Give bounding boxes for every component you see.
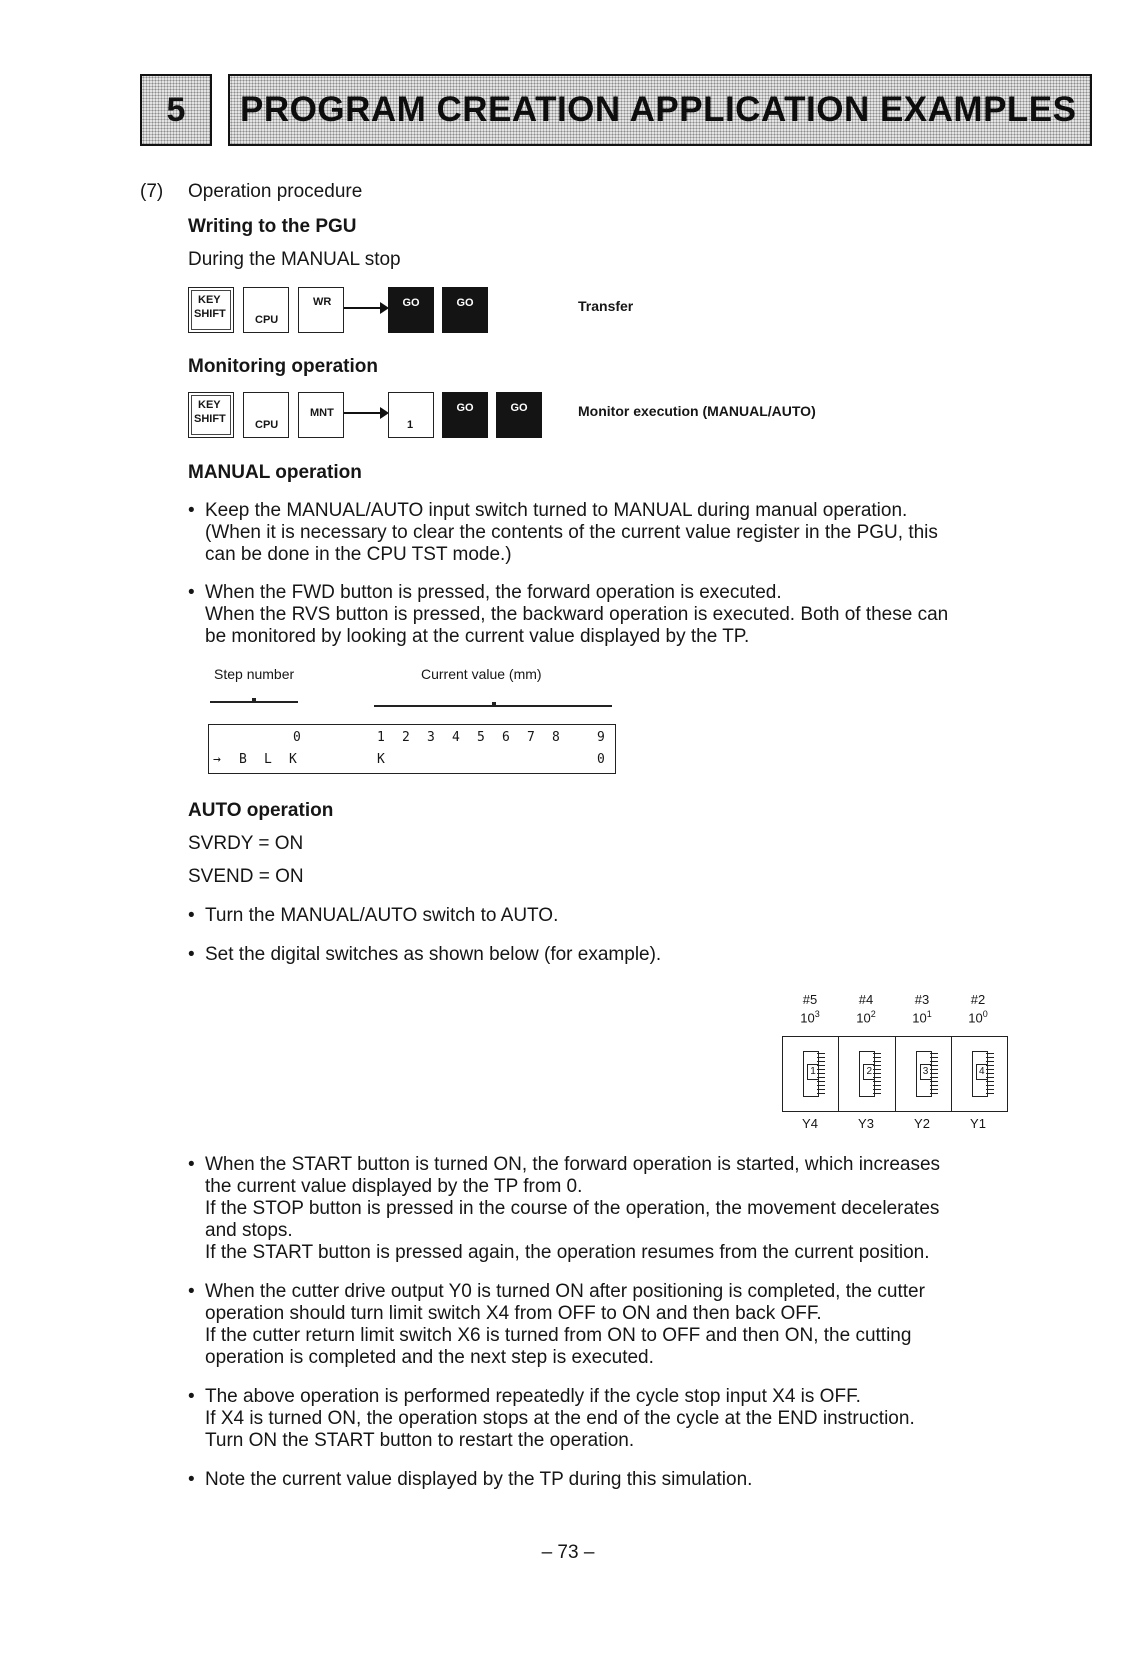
auto-detail-bullet-4: Note the current value displayed by the TP during this simulation. bbox=[205, 1469, 753, 1490]
bullet-dot: • bbox=[188, 1469, 195, 1490]
chapter-title: PROGRAM CREATION APPLICATION EXAMPLES bbox=[240, 90, 1077, 129]
switch-label: Y1 bbox=[970, 1116, 986, 1131]
blk-letter: B bbox=[239, 752, 247, 767]
thumbwheel-icon bbox=[873, 1053, 881, 1095]
auto-detail-bullet-1: When the START button is turned ON, the forward operation is started, which increases the current value displayed by the TP from 0. If the STOP button is pressed in the course of the operation, the movement decelerates and stops. If the START button is pressed again, the operation resumes from the current position. bbox=[205, 1154, 941, 1263]
bullet-dot: • bbox=[188, 1386, 195, 1407]
page-number: – 73 – bbox=[541, 1542, 595, 1563]
digital-switch bbox=[839, 1037, 895, 1111]
digital-switch-panel bbox=[782, 1036, 1008, 1112]
digit-label: 6 bbox=[502, 730, 510, 745]
switch-header: #5 $10^3$ bbox=[800, 992, 820, 1026]
current-zero: 0 bbox=[597, 752, 605, 767]
switch-label: Y3 bbox=[858, 1116, 874, 1131]
bullet-dot: • bbox=[188, 582, 195, 603]
tp-display bbox=[208, 724, 616, 774]
bullet-dot: • bbox=[188, 905, 195, 926]
digit-label: 8 bbox=[552, 730, 560, 745]
switch-header: #3 $10^1$ bbox=[912, 992, 932, 1026]
digit-label: 1 bbox=[377, 730, 385, 745]
manual-bullet-1: Keep the MANUAL/AUTO input switch turned to MANUAL during manual operation. (When it is necessary to clear the contents of the current value register in the PGU, this can be done in the CPU TST mode.) bbox=[205, 500, 938, 565]
switch-label: Y2 bbox=[914, 1116, 930, 1131]
chapter-number: 5 bbox=[166, 90, 186, 129]
arrow-glyph: → bbox=[213, 752, 221, 767]
manual-heading: MANUAL operation bbox=[188, 462, 362, 483]
switch-header: #2 $10^0$ bbox=[968, 992, 988, 1026]
thumbwheel-icon bbox=[930, 1053, 938, 1095]
mnt-key: MNT bbox=[298, 392, 344, 438]
cpu-key: CPU bbox=[243, 287, 289, 333]
wr-key: WR bbox=[298, 287, 344, 333]
auto-heading: AUTO operation bbox=[188, 800, 334, 821]
switch-label: Y4 bbox=[802, 1116, 818, 1131]
blk-letter: K bbox=[289, 752, 297, 767]
chapter-number-box bbox=[140, 74, 212, 146]
digit-label: 5 bbox=[477, 730, 485, 745]
auto-bullet-1: Turn the MANUAL/AUTO switch to AUTO. bbox=[205, 905, 559, 926]
bullet-dot: • bbox=[188, 1154, 195, 1175]
k-letter: K bbox=[377, 752, 385, 767]
writing-subheading: During the MANUAL stop bbox=[188, 249, 401, 270]
monitor-label: Monitor execution (MANUAL/AUTO) bbox=[578, 403, 816, 419]
cpu-key: CPU bbox=[243, 392, 289, 438]
svrdy-line: SVRDY = ON bbox=[188, 833, 304, 854]
go-key: GO bbox=[442, 287, 488, 333]
value-brace-tip bbox=[492, 702, 496, 706]
go-key: GO bbox=[388, 287, 434, 333]
thumbwheel-icon bbox=[986, 1053, 994, 1095]
digit-label: 2 bbox=[402, 730, 410, 745]
key-shift-key: KEY SHIFT bbox=[188, 392, 234, 438]
bullet-dot: • bbox=[188, 944, 195, 965]
thumbwheel-icon bbox=[817, 1053, 825, 1095]
go-key: GO bbox=[496, 392, 542, 438]
manual-bullet-2: When the FWD button is pressed, the forward operation is executed. When the RVS button is pressed, the backward operation is executed. Both of these can be monitored by looking at the current value displayed by the TP. bbox=[205, 582, 949, 647]
section-title: Operation procedure bbox=[188, 181, 363, 202]
switch-value: 1 bbox=[807, 1064, 819, 1080]
monitoring-heading: Monitoring operation bbox=[188, 356, 378, 377]
arrow-line bbox=[344, 307, 384, 309]
auto-bullet-2: Set the digital switches as shown below (for example). bbox=[205, 944, 662, 965]
digital-switch bbox=[783, 1037, 839, 1111]
bullet-dot: • bbox=[188, 500, 195, 521]
one-key: 1 bbox=[388, 392, 434, 438]
switch-value: 3 bbox=[920, 1064, 932, 1080]
step-number-caption: Step number bbox=[214, 666, 295, 682]
switch-value: 4 bbox=[976, 1064, 988, 1080]
switch-header: #4 $10^2$ bbox=[856, 992, 876, 1026]
digital-switch bbox=[952, 1037, 1007, 1111]
step-brace-tip bbox=[252, 698, 256, 702]
digit-label: 9 bbox=[597, 730, 605, 745]
key-shift-key: KEY SHIFT bbox=[188, 287, 234, 333]
bullet-dot: • bbox=[188, 1281, 195, 1302]
current-value-caption: Current value (mm) bbox=[421, 666, 542, 682]
digit-label: 4 bbox=[452, 730, 460, 745]
section-number: (7) bbox=[140, 181, 164, 202]
auto-detail-bullet-3: The above operation is performed repeatedly if the cycle stop input X4 is OFF. If X4 is turned ON, the operation stops at the end of the cycle at the END instruction. Turn ON the START button to restart the operation. bbox=[205, 1386, 915, 1451]
arrow-line bbox=[344, 412, 384, 414]
step-value: 0 bbox=[293, 730, 301, 745]
svend-line: SVEND = ON bbox=[188, 866, 304, 887]
writing-heading: Writing to the PGU bbox=[188, 216, 357, 237]
transfer-label: Transfer bbox=[578, 298, 634, 314]
digit-label: 7 bbox=[527, 730, 535, 745]
auto-detail-bullet-2: When the cutter drive output Y0 is turned ON after positioning is completed, the cutter operation should turn limit switch X4 from OFF to ON and then back OFF. If the cutter return limit switch X6 is turned from ON to OFF and then ON, the cutting operation is completed and the next step is executed. bbox=[205, 1281, 925, 1368]
go-key: GO bbox=[442, 392, 488, 438]
digit-label: 3 bbox=[427, 730, 435, 745]
chapter-title-box bbox=[228, 74, 1092, 146]
blk-letter: L bbox=[264, 752, 272, 767]
switch-value: 2 bbox=[863, 1064, 875, 1080]
digital-switch bbox=[896, 1037, 952, 1111]
